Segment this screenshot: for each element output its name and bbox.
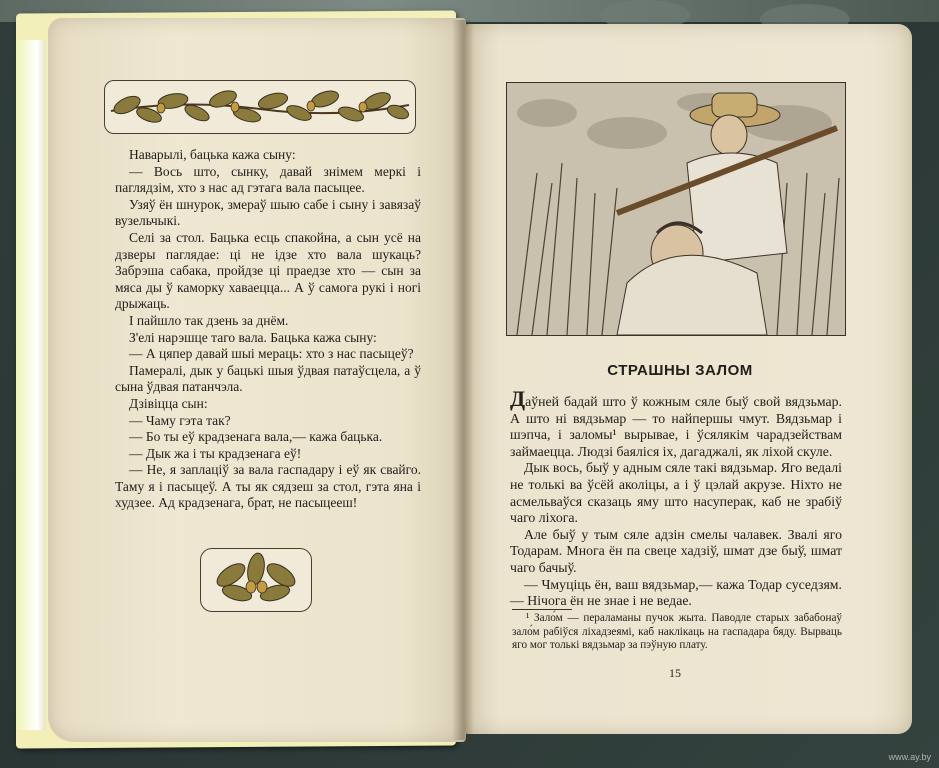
first-paragraph-text: аўней бадай што ў кожным сяле быў свой вядзьмар. А што ні вядзьмар — то найпершы чмут. Вядзьмар і шэпча, і заломы¹ вырывае, і ўсялякім чарадзействам займаецца. Людзі баяліся іх, дагаджалі, як ліхой скуле. — [510, 394, 842, 459]
paragraph: — Не, я заплаціў за вала гаспадару і еў як свайго. Таму я і пасыцеў. А ты як сядзеш за стол, гэта яна і худзее. Ад крадзенага, брат, не пасыцееш! — [115, 462, 421, 511]
footnote-text: ¹ Зало́м — пераламаны пучок жыта. Паводле старых забабонаў зало́м рабіўся ліхадзеямі, каб наклікаць на гаспадара бяду. Вырваць яго мог толькі вядзьмар за пэўную плату. — [512, 612, 842, 652]
paragraph: Памералі, дык у бацькі шыя ўдвая патаўсцела, а ў сына ўдвая патанчэла. — [115, 362, 421, 395]
watermark: www.ay.by — [888, 752, 931, 762]
paragraph: — Бо ты еў крадзенага вала,— кажа бацька. — [129, 429, 383, 445]
paragraph: Узяў ён шнурок, змераў шыю сабе і сыну і завязаў вузельчыкі. — [115, 196, 421, 229]
footnote-rule — [512, 609, 572, 610]
oak-leaf-ornament-top — [104, 80, 416, 134]
paragraph: — Чаму гэта так? — [129, 412, 231, 428]
book-gutter — [452, 20, 474, 740]
first-paragraph — [510, 386, 842, 460]
paragraph: — Чмуціць ён, ваш вядзьмар,— кажа Тодар суседзям.— Нічога ён не знае і не ведае. — [510, 576, 842, 609]
paragraph: — А цяпер давай шыі мераць: хто з нас пасыцеў? — [129, 346, 414, 362]
paragraph: Дзівіцца сын: — [129, 395, 208, 411]
paragraph: Дык вось, быў у адным сяле такі вядзьмар. Яго ведалі не толькі ва ўсёй аколіцы, а і ў цэлай акрузе. Ніхто не асмельваўся сказаць яму штo насуперак, каб не зрабіў чаго ліхога. — [510, 460, 842, 526]
paragraph: З'елі нарэшце таго вала. Бацька кажа сыну: — [129, 329, 377, 345]
right-page-text — [510, 386, 842, 610]
paragraph: Але быў у тым сяле адзін смелы чалавек. Звалі яго Тодарам. Многа ён па свеце хадзіў, шмат дзе быў, шмат чаго бачыў. — [510, 526, 842, 575]
oak-leaf-ornament-bottom — [200, 548, 312, 612]
paragraph: І пайшло так дзень за днём. — [129, 312, 289, 328]
paragraph: Наварылі, бацька кажа сыну: — [129, 147, 296, 162]
paragraph: — Дык жа і ты крадзенага еў! — [129, 445, 302, 461]
footnote — [512, 612, 842, 653]
paragraph: — Вось што, сынку, давай знімем меркі і паглядзім, хто з нас ад гэтага вала пасыцее. — [115, 163, 421, 196]
story-illustration — [506, 82, 846, 336]
cover-inner-edge — [16, 40, 46, 730]
page-number: 15 — [669, 666, 681, 680]
drop-cap: Д — [510, 386, 526, 411]
paragraph: Селі за стол. Бацька есць спакойна, а сын усё на дзверы паглядае: ці не ідзе хто вала шукаць? Забрэша сабака, пройдзе ці праедзе хто — сын за мяса ды ў каморку хаваецца... А ў самога рукі і ногі дрыжаць. — [115, 229, 421, 312]
left-page-text — [115, 147, 421, 512]
chapter-title: СТРАШНЫ ЗАЛОМ — [607, 362, 753, 379]
